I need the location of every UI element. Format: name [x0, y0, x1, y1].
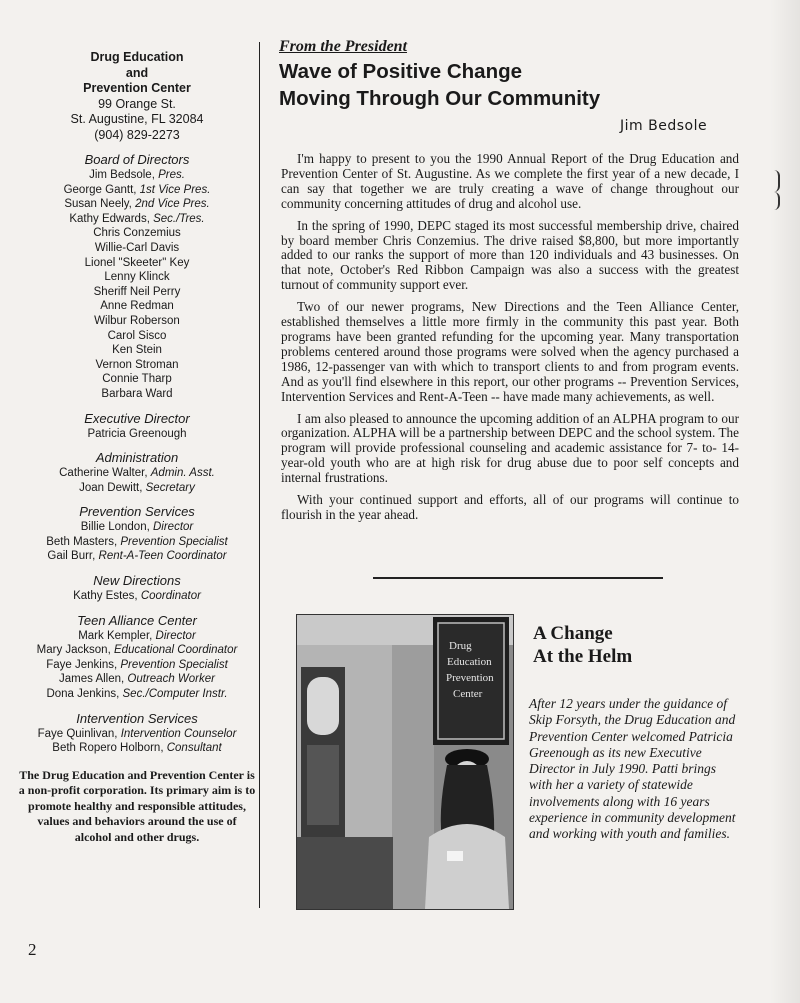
member-role: 1st Vice Pres. [139, 183, 211, 196]
building-sign [433, 617, 509, 745]
sidebar-story-headline [533, 622, 632, 668]
staff-member [18, 549, 256, 564]
org-block [18, 50, 256, 143]
column-divider [259, 42, 260, 908]
staff-section [18, 152, 256, 402]
member-name: Willie-Carl Davis [94, 241, 180, 254]
binding-mark [772, 170, 780, 192]
member-role: Consultant [166, 742, 222, 755]
section-title: Administration [95, 450, 179, 466]
staff-member [18, 343, 256, 358]
sidebar [18, 50, 256, 845]
address-line: St. Augustine, FL 32084 [70, 112, 204, 126]
member-name: George Gantt, [63, 183, 140, 196]
member-name: Ken Stein [112, 344, 162, 357]
staff-member [18, 687, 256, 702]
binding-mark [772, 192, 780, 210]
staff-member [18, 197, 256, 212]
staff-member [18, 741, 256, 756]
section-title: Prevention Services [79, 504, 195, 520]
mission-statement: The Drug Education and Prevention Center is a non-profit corporation. Its primary aim is to promote healthy and responsible attitudes, values and behaviors around the use of alcohol and other drugs. [18, 767, 256, 844]
member-name: Beth Masters, [46, 535, 121, 548]
member-name: Kathy Estes, [73, 590, 141, 603]
staff-member [18, 212, 256, 227]
sidebar-story-text: After 12 years under the guidance of Skip Forsyth, the Drug Education and Prevention Center welcomed Patricia Greenough as its new Executive Director in July 1990. Patti brings with her a variety of statewide involvements along with 16 years experience in community development and working with youth and families. [529, 696, 736, 842]
staff-member [18, 387, 256, 402]
staff-section [18, 450, 256, 495]
staff-member [18, 299, 256, 314]
staff-section [18, 573, 256, 604]
staff-member [18, 643, 256, 658]
section-title: Executive Director [84, 410, 190, 426]
member-role: Outreach Worker [127, 673, 215, 686]
page-number: 2 [28, 940, 37, 959]
member-role: Director [152, 521, 194, 534]
staff-section [18, 613, 256, 702]
section-title: Board of Directors [84, 152, 190, 167]
staff-member [18, 329, 256, 344]
article-byline: Jim Bedsole [620, 118, 708, 134]
member-role: Prevention Specialist [120, 658, 228, 671]
photo-executive-director [296, 614, 514, 910]
member-role: Secretary [145, 481, 195, 494]
member-role: Sec./Computer Instr. [122, 688, 228, 701]
member-name: Lionel "Skeeter" Key [84, 256, 190, 269]
article-headline [279, 58, 749, 112]
article-paragraph: I am also pleased to announce the upcoming addition of an ALPHA program to our organization. ALPHA will be a partnership between DEPC and the school system. The program will provide professional counseling and academic assistance for 7- to- 14-year-old youth who are at high risk for drug abuse due to poor self concepts and internal frustrations. [281, 410, 739, 486]
member-name: Mary Jackson, [36, 644, 114, 657]
headline-line: Wave of Positive Change [279, 60, 523, 83]
section-title: New Directions [93, 573, 181, 589]
member-role: Rent-A-Teen Coordinator [98, 550, 227, 563]
sign-text: Education [447, 656, 492, 668]
member-name: Billie London, [80, 521, 153, 534]
member-name: Connie Tharp [102, 373, 172, 386]
staff-member [18, 520, 256, 535]
sign-text: Center [453, 688, 483, 700]
member-name: Patricia Greenough [87, 427, 187, 440]
member-role: Coordinator [140, 590, 201, 603]
member-role: Pres. [158, 169, 185, 181]
member-name: Wilbur Roberson [94, 314, 180, 327]
staff-member [18, 358, 256, 373]
staff-member [18, 481, 256, 496]
page-edge-shadow [770, 0, 800, 1003]
phone-line: (904) 829-2273 [94, 127, 180, 142]
staff-sections [18, 152, 256, 756]
member-name: Mark Kempler, [78, 629, 156, 642]
sign-text: Drug [449, 640, 472, 652]
member-name: Kathy Edwards, [69, 212, 154, 225]
member-name: Jim Bedsole, [89, 169, 159, 181]
member-name: Anne Redman [100, 300, 174, 313]
staff-member [18, 314, 256, 329]
staff-section [18, 504, 256, 564]
staff-member [18, 285, 256, 300]
staff-member [18, 629, 256, 644]
staff-member [18, 168, 256, 183]
staff-section [18, 411, 256, 442]
staff-member [18, 466, 256, 481]
member-role: Admin. Asst. [150, 467, 215, 480]
member-name: Chris Conzemius [93, 227, 181, 240]
sign-text: Prevention [446, 672, 494, 684]
staff-member [18, 372, 256, 387]
member-name: Lenny Klinck [104, 271, 170, 284]
member-name: Susan Neely, [64, 198, 136, 211]
member-name: James Allen, [59, 673, 128, 686]
member-name: Beth Ropero Holborn, [52, 742, 167, 755]
section-title: Intervention Services [76, 710, 198, 726]
article-separator [373, 577, 663, 579]
member-role: 2nd Vice Pres. [135, 198, 210, 211]
article-body [281, 152, 739, 530]
member-name: Sheriff Neil Perry [93, 285, 181, 298]
staff-member [18, 241, 256, 256]
member-name: Gail Burr, [47, 550, 99, 563]
article-paragraph: I'm happy to present to you the 1990 Annual Report of the Drug Education and Prevention Center of St. Augustine. As we complete the first year of a new decade, I can say that together we are truly creating a wave of change throughout our community concerning attitudes of drug and alcohol use. [281, 151, 739, 211]
headline-line: At the Helm [533, 646, 633, 667]
org-name-line: Drug Education [90, 50, 184, 64]
staff-member [18, 427, 256, 442]
member-name: Faye Jenkins, [46, 658, 121, 671]
section-title: Teen Alliance Center [77, 612, 197, 628]
member-name: Faye Quinlivan, [37, 727, 121, 740]
headline-line: Moving Through Our Community [279, 87, 601, 110]
member-name: Joan Dewitt, [79, 481, 146, 494]
headline-line: A Change [533, 623, 613, 644]
member-role: Director [155, 629, 196, 642]
article-kicker: From the President [279, 38, 408, 55]
staff-member [18, 256, 256, 271]
member-name: Barbara Ward [101, 387, 173, 400]
staff-member [18, 658, 256, 673]
org-name-line: and [125, 65, 149, 80]
photo-illustration [297, 615, 513, 909]
staff-member [18, 727, 256, 742]
member-role: Intervention Counselor [120, 727, 237, 740]
address-line: 99 Orange St. [98, 96, 176, 111]
staff-member [18, 535, 256, 550]
staff-member [18, 183, 256, 198]
member-role: Sec./Tres. [153, 212, 205, 225]
member-name: Catherine Walter, [59, 467, 151, 480]
staff-member [18, 226, 256, 241]
article-paragraph: With your continued support and efforts, all of our programs will continue to flourish in the year ahead. [281, 492, 739, 522]
staff-member [18, 589, 256, 604]
article-paragraph: In the spring of 1990, DEPC staged its most successful membership drive, chaired by board member Chris Conzemius. The drive raised $8,800, but more importantly added to our ranks the support of more than 120 individuals and 43 businesses. On that note, October's Red Ribbon Campaign was also a success with the greatest turnout of community support ever. [281, 217, 739, 293]
staff-section [18, 711, 256, 756]
member-name: Vernon Stroman [95, 358, 179, 371]
org-name-line: Prevention Center [83, 81, 191, 95]
member-name: Dona Jenkins, [46, 688, 123, 701]
member-role: Prevention Specialist [120, 535, 228, 548]
staff-member [18, 270, 256, 285]
member-name: Carol Sisco [107, 329, 167, 342]
member-role: Educational Coordinator [113, 644, 238, 657]
staff-member [18, 672, 256, 687]
article-paragraph: Two of our newer programs, New Directions and the Teen Alliance Center, established themselves a little more firmly in the community this past year. Both programs have been granted refunding for the upcoming year. Many transportation problems centered around those programs were solved when the agency purchased a 1986, 12-passenger van with which to transport clients to and from program events. And as you'll find elsewhere in this report, our other programs -- Prevention Services, Intervention Services and Rent-A-Teen -- have made many achievements, as well. [281, 299, 739, 404]
